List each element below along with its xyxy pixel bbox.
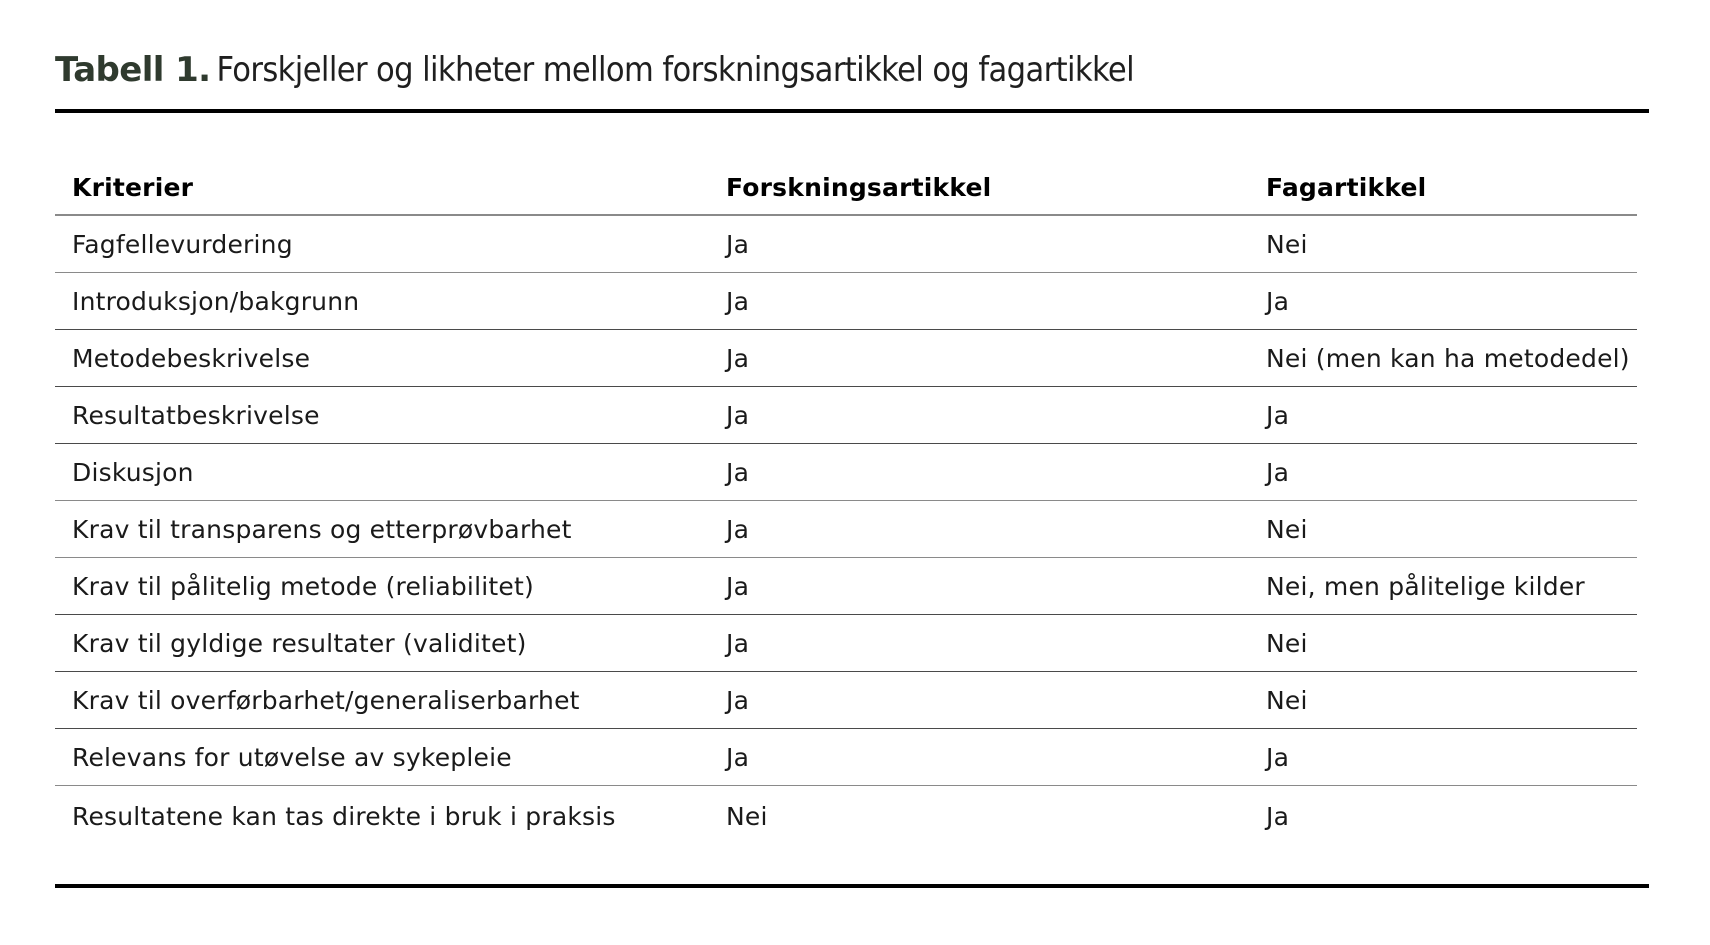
- table-title: Forskjeller og likheter mellom forskningsartikkel og fagartikkel: [216, 50, 1135, 90]
- table-row: [55, 558, 1637, 615]
- professional-article-cell: Nei: [1266, 628, 1308, 658]
- professional-article-cell: Ja: [1266, 400, 1290, 430]
- comparison-table: [55, 160, 1637, 883]
- research-article-cell: Ja: [726, 457, 750, 487]
- criterion-cell: Metodebeskrivelse: [72, 343, 311, 373]
- professional-article-cell: Ja: [1266, 457, 1290, 487]
- criterion-cell: Diskusjon: [72, 457, 194, 487]
- bottom-rule-divider: [55, 884, 1649, 888]
- professional-article-cell: Nei: [1266, 229, 1308, 259]
- table-row: [55, 387, 1637, 444]
- professional-article-cell: Ja: [1266, 742, 1290, 772]
- header-fagartikkel: Fagartikkel: [1266, 173, 1427, 202]
- professional-article-cell: Nei (men kan ha metodedel): [1266, 343, 1630, 373]
- criterion-cell: Resultatene kan tas direkte i bruk i praksis: [72, 802, 616, 831]
- criterion-cell: Krav til pålitelig metode (reliabilitet): [72, 571, 534, 601]
- table-row: [55, 786, 1637, 883]
- criterion-cell: Krav til transparens og etterprøvbarhet: [72, 514, 572, 544]
- professional-article-cell: Nei, men pålitelige kilder: [1266, 571, 1585, 601]
- criterion-cell: Relevans for utøvelse av sykepleie: [72, 742, 512, 772]
- criterion-cell: Krav til gyldige resultater (validitet): [72, 628, 527, 658]
- table-row: [55, 729, 1637, 786]
- header-kriterier: Kriterier: [72, 173, 194, 202]
- criterion-cell: Introduksjon/bakgrunn: [72, 286, 360, 316]
- table-row: [55, 216, 1637, 273]
- research-article-cell: Ja: [726, 514, 750, 544]
- table-caption: [55, 48, 1134, 92]
- table-row: [55, 672, 1637, 729]
- table-header-row: [55, 160, 1637, 216]
- header-forskningsartikkel: Forskningsartikkel: [726, 173, 992, 202]
- table-row: [55, 330, 1637, 387]
- criterion-cell: Resultatbeskrivelse: [72, 400, 320, 430]
- research-article-cell: Ja: [726, 742, 750, 772]
- table-row: [55, 444, 1637, 501]
- research-article-cell: Ja: [726, 400, 750, 430]
- table-row: [55, 615, 1637, 672]
- criterion-cell: Fagfellevurdering: [72, 229, 293, 259]
- research-article-cell: Nei: [726, 802, 768, 831]
- research-article-cell: Ja: [726, 571, 750, 601]
- research-article-cell: Ja: [726, 628, 750, 658]
- criterion-cell: Krav til overførbarhet/generaliserbarhet: [72, 685, 580, 715]
- table-number-label: Tabell 1.: [55, 50, 211, 90]
- professional-article-cell: Ja: [1266, 286, 1290, 316]
- research-article-cell: Ja: [726, 286, 750, 316]
- research-article-cell: Ja: [726, 685, 750, 715]
- professional-article-cell: Nei: [1266, 685, 1308, 715]
- research-article-cell: Ja: [726, 229, 750, 259]
- table-row: [55, 501, 1637, 558]
- research-article-cell: Ja: [726, 343, 750, 373]
- professional-article-cell: Nei: [1266, 514, 1308, 544]
- table-row: [55, 273, 1637, 330]
- top-rule-divider: [55, 109, 1649, 113]
- professional-article-cell: Ja: [1266, 802, 1290, 831]
